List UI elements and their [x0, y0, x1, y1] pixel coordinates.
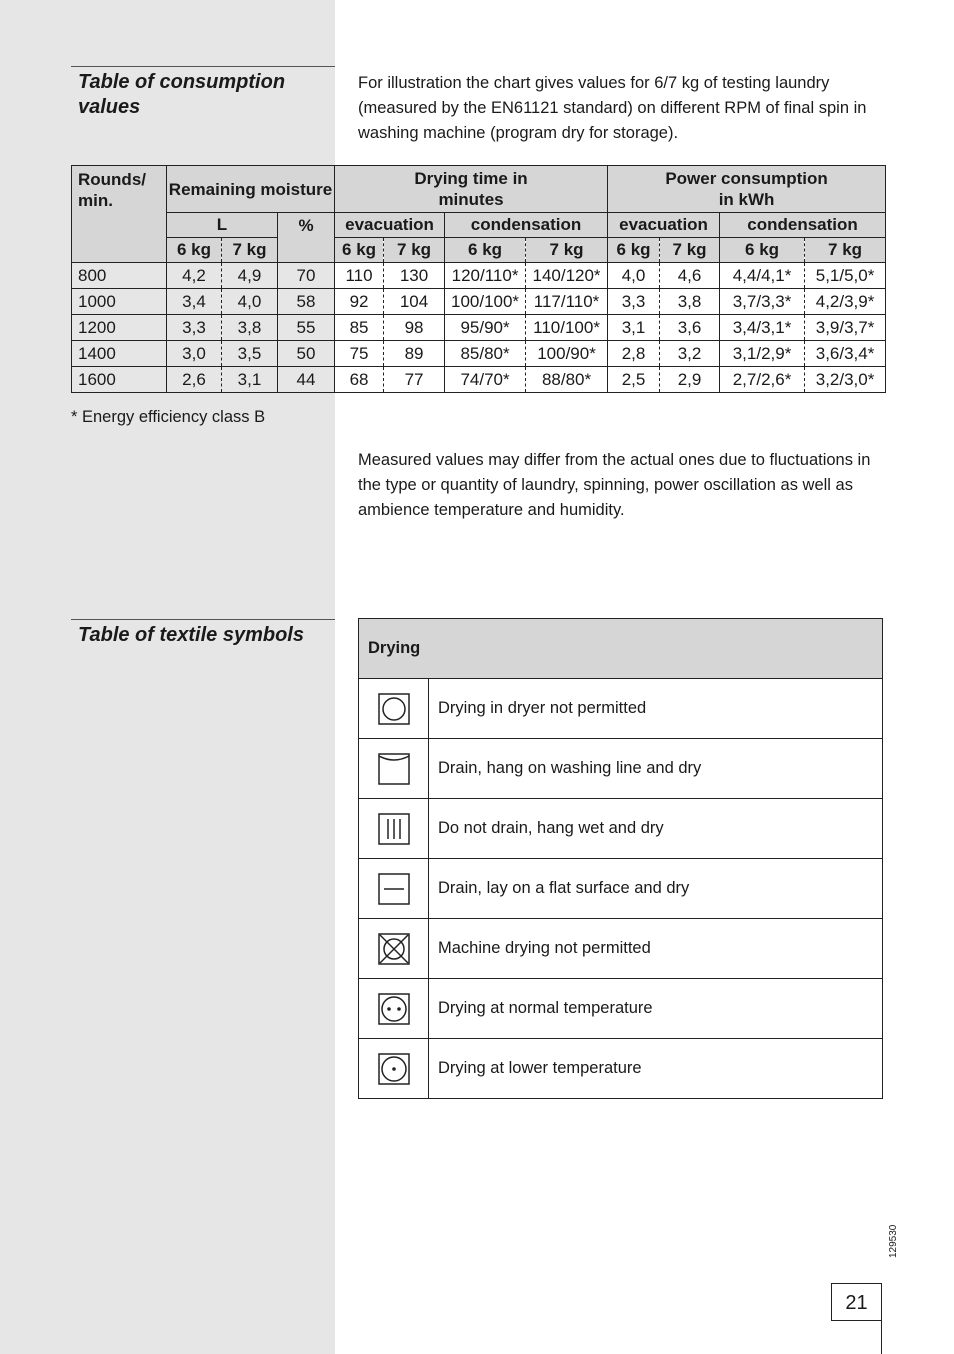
- header-pw-co-6kg: 6 kg: [720, 238, 805, 263]
- cell-rpm: 1400: [72, 341, 167, 367]
- list-item: [359, 799, 883, 859]
- header-power: Power consumption in kWh: [608, 166, 886, 213]
- cell-l6: 3,4: [167, 289, 222, 315]
- cell-co6: 120/110*: [445, 263, 526, 289]
- cell-pco7: 3,2/3,0*: [805, 367, 886, 393]
- cell-pct: 55: [278, 315, 335, 341]
- header-pw-evacuation: evacuation: [608, 213, 720, 238]
- cell-pco6: 2,7/2,6*: [720, 367, 805, 393]
- cell-rpm: 1000: [72, 289, 167, 315]
- cell-pco7: 3,9/3,7*: [805, 315, 886, 341]
- header-l-7kg: 7 kg: [222, 238, 278, 263]
- cell-pco7: 5,1/5,0*: [805, 263, 886, 289]
- list-item: [359, 739, 883, 799]
- header-dt-evacuation: evacuation: [335, 213, 445, 238]
- header-dt-condensation: condensation: [445, 213, 608, 238]
- cell-pco6: 4,4/4,1*: [720, 263, 805, 289]
- cell-rpm: 1200: [72, 315, 167, 341]
- cell-ev6: 92: [335, 289, 384, 315]
- cell-l7: 4,0: [222, 289, 278, 315]
- cell-ev6: 85: [335, 315, 384, 341]
- cell-l6: 3,3: [167, 315, 222, 341]
- table-row: [72, 289, 886, 315]
- cell-pct: 58: [278, 289, 335, 315]
- tumble-dry-normal-icon: [378, 993, 410, 1025]
- cell-l6: 4,2: [167, 263, 222, 289]
- cell-ev7: 89: [384, 341, 445, 367]
- list-item: [359, 1039, 883, 1099]
- symbol-label: Drying at lower temperature: [429, 1039, 883, 1099]
- symbol-label: Drain, hang on washing line and dry: [429, 739, 883, 799]
- cell-l7: 3,8: [222, 315, 278, 341]
- cell-co7: 117/110*: [526, 289, 608, 315]
- cell-co6: 74/70*: [445, 367, 526, 393]
- cell-pev7: 3,2: [660, 341, 720, 367]
- header-dt-co-6kg: 6 kg: [445, 238, 526, 263]
- header-l-6kg: 6 kg: [167, 238, 222, 263]
- cell-pco7: 4,2/3,9*: [805, 289, 886, 315]
- header-pw-ev-6kg: 6 kg: [608, 238, 660, 263]
- cell-co6: 85/80*: [445, 341, 526, 367]
- table-row: [72, 341, 886, 367]
- drip-dry-icon: [378, 813, 410, 845]
- cell-co6: 95/90*: [445, 315, 526, 341]
- header-percent: %: [278, 213, 335, 263]
- section-rule: [71, 619, 335, 620]
- cell-pev7: 3,6: [660, 315, 720, 341]
- line-drying-icon: [378, 753, 410, 785]
- cell-ev7: 130: [384, 263, 445, 289]
- cell-ev6: 110: [335, 263, 384, 289]
- header-dt-ev-7kg: 7 kg: [384, 238, 445, 263]
- cell-co7: 140/120*: [526, 263, 608, 289]
- cell-pco6: 3,1/2,9*: [720, 341, 805, 367]
- cell-l7: 4,9: [222, 263, 278, 289]
- page-number-line: [881, 1321, 882, 1354]
- cell-pev6: 2,8: [608, 341, 660, 367]
- cell-pev7: 4,6: [660, 263, 720, 289]
- flat-dry-icon: [378, 873, 410, 905]
- document-code: 129530: [888, 1224, 899, 1258]
- circle-in-square-icon: [378, 693, 410, 725]
- cell-pct: 50: [278, 341, 335, 367]
- header-l: L: [167, 213, 278, 238]
- symbol-label: Drying in dryer not permitted: [429, 679, 883, 739]
- cell-pev6: 3,1: [608, 315, 660, 341]
- cell-l6: 3,0: [167, 341, 222, 367]
- cell-l6: 2,6: [167, 367, 222, 393]
- header-pw-condensation: condensation: [720, 213, 886, 238]
- header-pw-co-7kg: 7 kg: [805, 238, 886, 263]
- symbol-label: Drain, lay on a flat surface and dry: [429, 859, 883, 919]
- cell-l7: 3,1: [222, 367, 278, 393]
- consumption-intro: For illustration the chart gives values for 6/7 kg of testing laundry (measured by the EN61121 standard) on different RPM of final spin in washing machine (program dry for storage).: [358, 74, 867, 142]
- cell-ev7: 77: [384, 367, 445, 393]
- tumble-dry-low-icon: [378, 1053, 410, 1085]
- drying-header: Drying: [359, 619, 883, 679]
- cell-ev7: 98: [384, 315, 445, 341]
- header-pw-ev-7kg: 7 kg: [660, 238, 720, 263]
- cell-pev6: 2,5: [608, 367, 660, 393]
- cell-pct: 70: [278, 263, 335, 289]
- list-item: [359, 679, 883, 739]
- cell-pco7: 3,6/3,4*: [805, 341, 886, 367]
- header-dt-ev-6kg: 6 kg: [335, 238, 384, 263]
- table-row: [72, 315, 886, 341]
- symbol-label: Machine drying not permitted: [429, 919, 883, 979]
- symbol-label: Do not drain, hang wet and dry: [429, 799, 883, 859]
- list-item: [359, 859, 883, 919]
- cell-pev6: 4,0: [608, 263, 660, 289]
- cell-rpm: 1600: [72, 367, 167, 393]
- cell-co6: 100/100*: [445, 289, 526, 315]
- cell-pco6: 3,7/3,3*: [720, 289, 805, 315]
- header-moisture: Remaining moisture: [167, 166, 335, 213]
- cell-pev7: 2,9: [660, 367, 720, 393]
- list-item: [359, 979, 883, 1039]
- cell-ev7: 104: [384, 289, 445, 315]
- textile-symbols-table: [358, 618, 883, 1099]
- cell-pco6: 3,4/3,1*: [720, 315, 805, 341]
- header-dt-co-7kg: 7 kg: [526, 238, 608, 263]
- disclaimer-text: Measured values may differ from the actual ones due to fluctuations in the type or quantity of laundry, spinning, power oscillation as well as ambience temperature and humidity.: [358, 451, 871, 519]
- cell-co7: 88/80*: [526, 367, 608, 393]
- cell-pct: 44: [278, 367, 335, 393]
- energy-class-footnote: * Energy efficiency class B: [71, 408, 266, 426]
- cell-pev6: 3,3: [608, 289, 660, 315]
- section-rule: [71, 66, 335, 67]
- consumption-section-title: Table of consumption values: [78, 71, 286, 118]
- header-rounds: Rounds/ min.: [72, 166, 167, 263]
- cell-l7: 3,5: [222, 341, 278, 367]
- table-row: [72, 263, 886, 289]
- list-item: [359, 919, 883, 979]
- cell-ev6: 68: [335, 367, 384, 393]
- symbol-label: Drying at normal temperature: [429, 979, 883, 1039]
- consumption-table: [71, 165, 886, 393]
- page-number: 21: [831, 1283, 882, 1321]
- table-row: [72, 367, 886, 393]
- cell-co7: 110/100*: [526, 315, 608, 341]
- cell-pev7: 3,8: [660, 289, 720, 315]
- cell-ev6: 75: [335, 341, 384, 367]
- cell-co7: 100/90*: [526, 341, 608, 367]
- textile-section-title: Table of textile symbols: [78, 624, 304, 646]
- cell-rpm: 800: [72, 263, 167, 289]
- crossed-tumble-dry-icon: [378, 933, 410, 965]
- header-drying-time: Drying time in minutes: [335, 166, 608, 213]
